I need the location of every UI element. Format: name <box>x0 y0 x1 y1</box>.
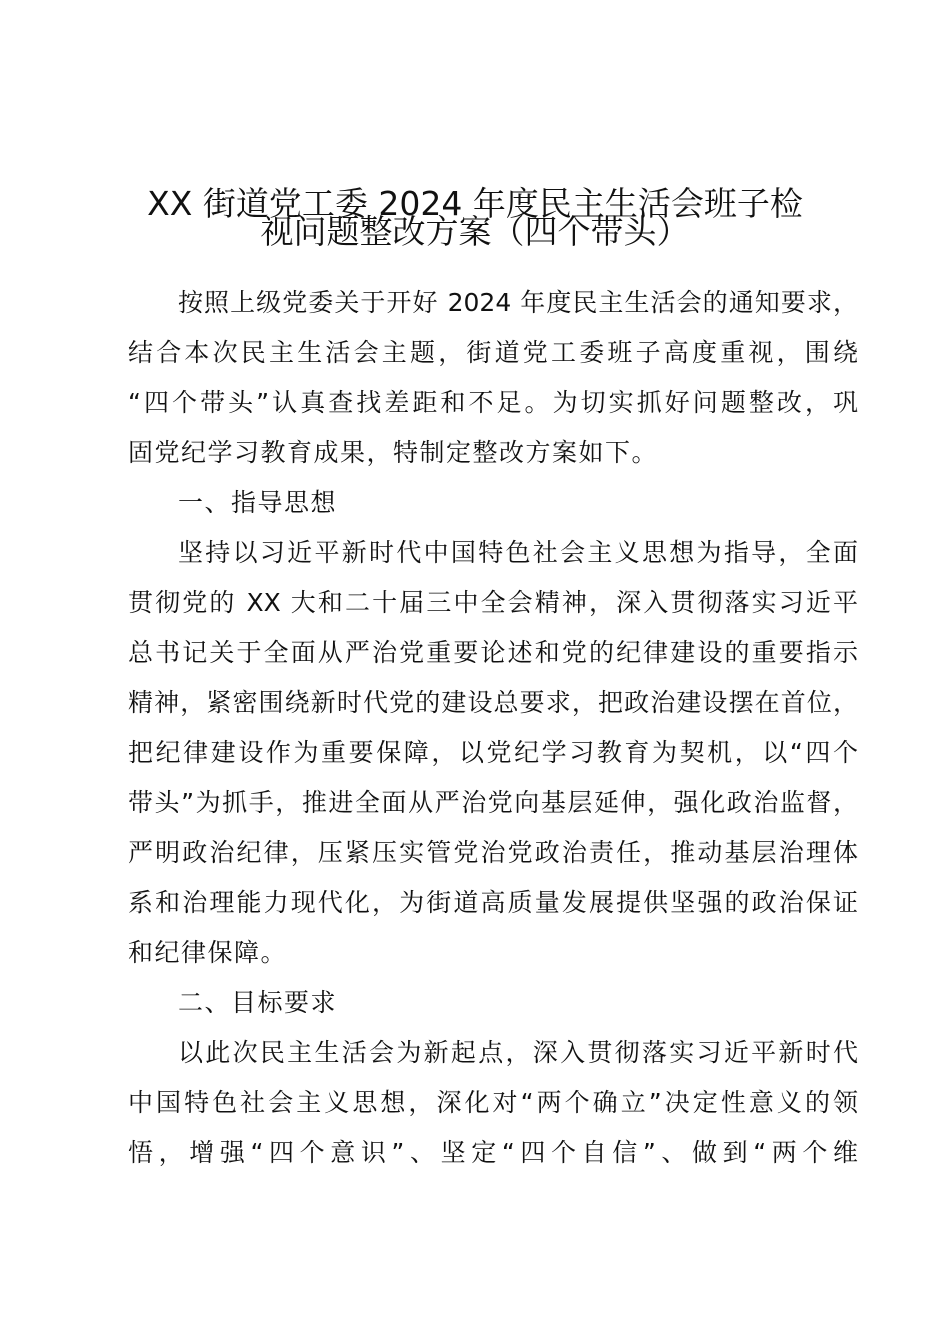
section-heading-guiding-ideology: 一、指导思想 <box>178 488 338 517</box>
section2-paragraph-line: 中国特色社会主义思想，深化对“两个确立”决定性意义的领 <box>128 1088 858 1117</box>
section1-paragraph-line: 和纪律保障。 <box>128 938 288 967</box>
intro-paragraph-line: 按照上级党委关于开好 2024 年度民主生活会的通知要求， <box>178 288 858 317</box>
section1-paragraph-line: 总书记关于全面从严治党重要论述和党的纪律建设的重要指示 <box>128 638 858 667</box>
section2-paragraph-line: 悟，增强“四个意识”、坚定“四个自信”、做到“两个维 <box>128 1138 858 1167</box>
intro-paragraph-line: “四个带头”认真查找差距和不足。为切实抓好问题整改，巩 <box>128 388 858 417</box>
intro-paragraph-line: 结合本次民主生活会主题，街道党工委班子高度重视，围绕 <box>128 338 858 367</box>
document-title-line-1: XX 街道党工委 2024 年度民主生活会班子检 <box>147 184 803 223</box>
section-heading-goals: 二、目标要求 <box>178 988 338 1017</box>
section1-paragraph-line: 坚持以习近平新时代中国特色社会主义思想为指导，全面 <box>178 538 858 567</box>
section1-paragraph-line: 贯彻党的 XX 大和二十届三中全会精神，深入贯彻落实习近平 <box>128 588 858 617</box>
section1-paragraph-line: 严明政治纪律，压紧压实管党治党政治责任，推动基层治理体 <box>128 838 858 867</box>
section1-paragraph-line: 带头”为抓手，推进全面从严治党向基层延伸，强化政治监督， <box>128 788 858 817</box>
section1-paragraph-line: 把纪律建设作为重要保障，以党纪学习教育为契机，以“四个 <box>128 738 858 767</box>
intro-paragraph-line: 固党纪学习教育成果，特制定整改方案如下。 <box>128 438 659 467</box>
section1-paragraph-line: 精神，紧密围绕新时代党的建设总要求，把政治建设摆在首位， <box>128 688 858 717</box>
section1-paragraph-line: 系和治理能力现代化，为街道高质量发展提供坚强的政治保证 <box>128 888 858 917</box>
document-title-line-2: 视问题整改方案（四个带头） <box>260 212 690 251</box>
section2-paragraph-line: 以此次民主生活会为新起点，深入贯彻落实习近平新时代 <box>178 1038 858 1067</box>
